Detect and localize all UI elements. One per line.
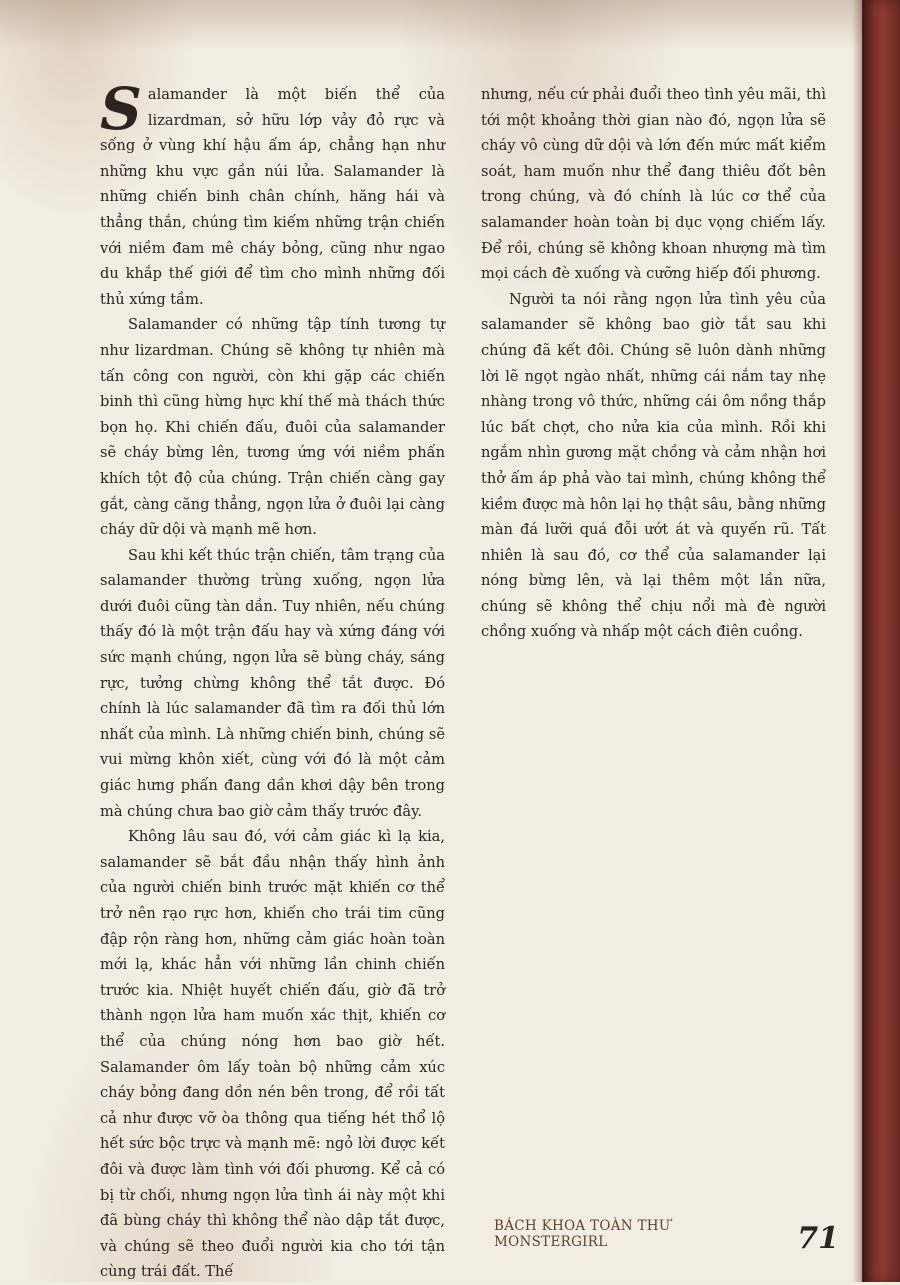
paragraph-3: Sau khi kết thúc trận chiến, tâm trạng của salamander thường trùng xuống, ngọn lửa dưới đuôi cũng tàn dần. Tuy nhiên, nếu chúng thấy đó là một trận đấu hay và xứng đáng với sức mạnh chúng, ngọn lửa sẽ bùng cháy, sáng rực, tưởng chừng không thể tắt được. Đó chính là lúc salamander đã tìm ra đối thủ lớn nhất của mình. Là những chiến binh, chúng sẽ vui mừng khôn xiết, cùng với đó là một cảm giác hưng phấn đang dần khơi dậy bên trong mà chúng chưa bao giờ cảm thấy trước đây.: [100, 546, 445, 820]
page-footer: [494, 1218, 839, 1254]
paragraph-1: [100, 75, 445, 312]
page-number: 71: [797, 1221, 839, 1256]
spine-shadow: [852, 0, 862, 1282]
paragraph-2: Salamander có những tập tính tương tự như lizardman. Chúng sẽ không tự nhiên mà tấn công con người, còn khi gặp các chiến binh thì cũng hừng hực khí thế mà thách thức bọn họ. Khi chiến đấu, đuôi của salamander sẽ cháy bừng lên, tương ứng với niềm phấn khích tột độ của chúng. Trận chiến càng gay gắt, càng căng thẳng, ngọn lửa ở đuôi lại càng cháy dữ dội và mạnh mẽ hơn.: [100, 316, 445, 539]
page-top-stain: [0, 0, 870, 50]
paragraph-1-text: alamander là một biến thể của lizardman, sở hữu lớp vảy đỏ rực và sống ở vùng khí hậu ấm áp, chẳng hạn như những khu vực gần núi lửa. Salamander là những chiến binh chân chính, hăng hái và thẳng thắn, chúng tìm kiếm những trận chiến với niềm đam mê cháy bỏng, cũng như ngao du khắp thế giới để tìm cho mình những đối thủ xứng tầm.: [100, 86, 445, 308]
left-text-column: [100, 75, 445, 1285]
paragraph-5: Người ta nói rằng ngọn lửa tình yêu của salamander sẽ không bao giờ tắt sau khi chúng đã kết đôi. Chúng sẽ luôn dành những lời lẽ ngọt ngào nhất, những cái nắm tay nhẹ nhàng trong vô thức, những cái ôm nồng thắp lúc bất chợt, cho nửa kia của mình. Rồi khi ngắm nhìn gương mặt chồng và cảm nhận hơi thở ấm áp phả vào tai mình, chúng không thể kiềm được mà hôn lại họ thật sâu, bằng những màn đá lưỡi quá đỗi ướt át và quyến rũ. Tất nhiên là sau đó, cơ thể của salamander lại nóng bừng lên, và lại thêm một lần nữa, chúng sẽ không thể chịu nổi mà đè người chồng xuống và nhấp một cách điên cuồng.: [481, 290, 826, 641]
paragraph-4: Không lâu sau đó, với cảm giác kì lạ kia, salamander sẽ bắt đầu nhận thấy hình ảnh của người chiến binh trước mặt khiến cơ thể trở nên rạo rực hơn, khiến cho trái tim cũng đập rộn ràng hơn, những cảm giác hoàn toàn mới lạ, khác hẳn với những lần chinh chiến trước kia. Nhiệt huyết chiến đấu, giờ đã trở thành ngọn lửa ham muốn xác thịt, khiến cơ thể của chúng nóng hơn bao giờ hết. Salamander ôm lấy toàn bộ những cảm xúc cháy bỏng đang dồn nén bên trong, để rồi tất cả như được vỡ òa thông qua tiếng hét thổ lộ hết sức bộc trực và mạnh mẽ: ngỏ lời được kết đôi và được làm tình với đối phương. Kể cả có bị từ chối, nhưng ngọn lửa tình ái này một khi đã bùng cháy thì không thể nào dập tắt được, và chúng sẽ theo đuổi người kia cho tới tận cùng trái đất. Thế: [100, 828, 445, 1281]
right-text-column: [481, 82, 826, 645]
paragraph-4-continued: nhưng, nếu cứ phải đuổi theo tình yêu mãi, thì tới một khoảng thời gian nào đó, ngọn lửa sẽ cháy vô cùng dữ dội và lớn đến mức mất kiểm soát, ham muốn như thể đang thiêu đốt bên trong chúng, và đó chính là lúc cơ thể của salamander hoàn toàn bị dục vọng chiếm lấy. Để rồi, chúng sẽ không khoan nhượng mà tìm mọi cách đè xuống và cưỡng hiếp đối phương.: [481, 86, 826, 283]
drop-cap: S: [100, 75, 142, 143]
book-spine: [862, 0, 900, 1282]
running-title: BÁCH KHOA TOÀN THƯ MONSTERGIRL: [494, 1218, 671, 1250]
